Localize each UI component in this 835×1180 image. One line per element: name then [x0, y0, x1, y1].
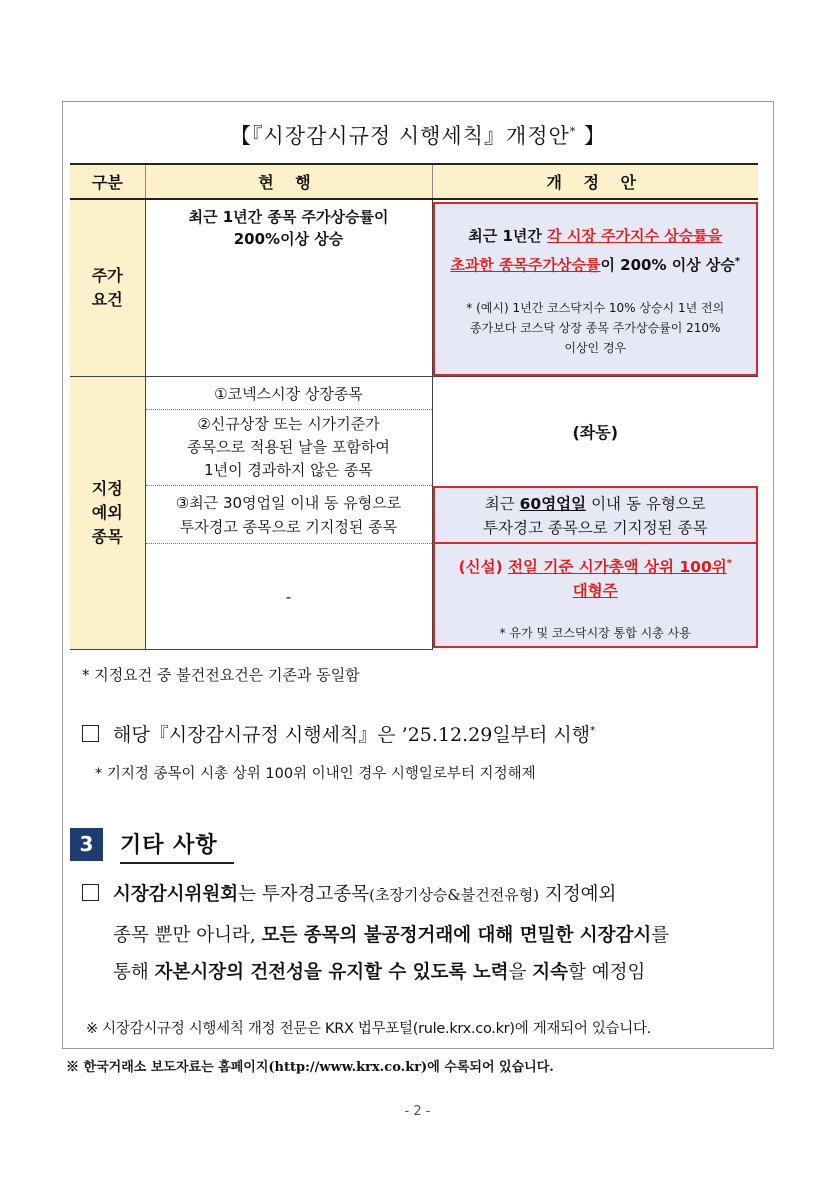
reference-note: ※ 시장감시규정 시행세칙 개정 전문은 KRX 법무포털(rule.krx.co.kr)에 게재되어 있습니다.	[86, 1021, 651, 1037]
paragraph-line-1: 시장감시위원회는 투자경고종목(초장기상승&불건전유형) 지정예외	[82, 880, 616, 906]
document-title	[62, 120, 774, 150]
checkbox-icon	[82, 725, 99, 742]
revised-footnote: * (예시) 1년간 코스닥지수 10% 상승시 1년 전의 종가보다 코스닥 상장 종목 주가상승률이 210% 이상인 경우	[466, 301, 725, 355]
title-text: 【『시장감시규정 시행세칙』개정안	[229, 124, 570, 148]
revised-price-requirement	[432, 199, 758, 377]
table-header-row	[70, 164, 758, 199]
enforcement-note: * 기지정 종목이 시총 상위 100위 이내인 경우 시행일로부터 지정해제	[95, 766, 536, 782]
checkbox-icon	[82, 884, 99, 901]
current-item-none: -	[145, 544, 432, 650]
comparison-table	[70, 163, 758, 650]
current-price-requirement: 최근 1년간 종목 주가상승률이 200%이상 상승	[145, 199, 432, 377]
enforcement-line: 해당『시장감시규정 시행세칙』은 ’25.12.29일부터 시행*	[82, 720, 595, 747]
title-asterisk: *	[569, 125, 577, 138]
table-row	[70, 199, 758, 377]
paragraph-line-3: 통해 자본시장의 건전성을 유지할 수 있도록 노력을 지속할 예정임	[113, 962, 646, 983]
revised-item-60-days: 최근 60영업일 이내 동 유형으로 투자경고 종목으로 기지정된 종목	[432, 486, 758, 544]
header-current: 현 행	[145, 164, 432, 199]
revised-item-large-cap: (신설) 전일 기준 시가총액 상위 100위* 대형주 * 유가 및 코스닥시장 통합 시총 사용	[432, 544, 758, 650]
table-row	[70, 544, 758, 650]
title-bracket: 】	[584, 124, 607, 148]
current-item-new-listing: ②신규상장 또는 시가기준가 종목으로 적용된 날을 포함하여 1년이 경과하지 않은 종목	[145, 410, 432, 486]
section-number: 3	[70, 828, 103, 861]
header-revised: 개 정 안	[432, 164, 758, 199]
section-title: 기타 사항	[120, 828, 234, 864]
paragraph-line-2: 종목 뿐만 아니라, 모든 종목의 불공정거래에 대해 면밀한 시장감시를	[113, 925, 670, 946]
table-row	[70, 377, 758, 410]
table-note: * 지정요건 중 불건전요건은 기존과 동일함	[82, 666, 360, 684]
header-category: 구분	[70, 164, 145, 199]
category-designation-exception: 지정 예외 종목	[70, 377, 145, 650]
revised-same: (좌동)	[572, 422, 619, 442]
footer-note: ※ 한국거래소 보도자료는 홈페이지(http://www.krx.co.kr)에 수록되어 있습니다.	[66, 1060, 554, 1075]
page-number: - 2 -	[404, 1104, 431, 1119]
current-item-konex: ①코넥스시장 상장종목	[145, 377, 432, 410]
revised-highlight-box: 최근 1년간 각 시장 주가지수 상승률을 초과한 종목주가상승률이 200% 이상 상승* * (예시) 1년간 코스닥지수 10% 상승시 1년 전의 종가보다 코스닥 상장 종목 주가상승률이 210% 이상인 경우	[433, 202, 759, 376]
current-item-30-days: ③최근 30영업일 이내 동 유형으로 투자경고 종목으로 기지정된 종목	[145, 486, 432, 544]
category-price-requirement: 주가 요건	[70, 199, 145, 377]
table-row	[70, 486, 758, 544]
